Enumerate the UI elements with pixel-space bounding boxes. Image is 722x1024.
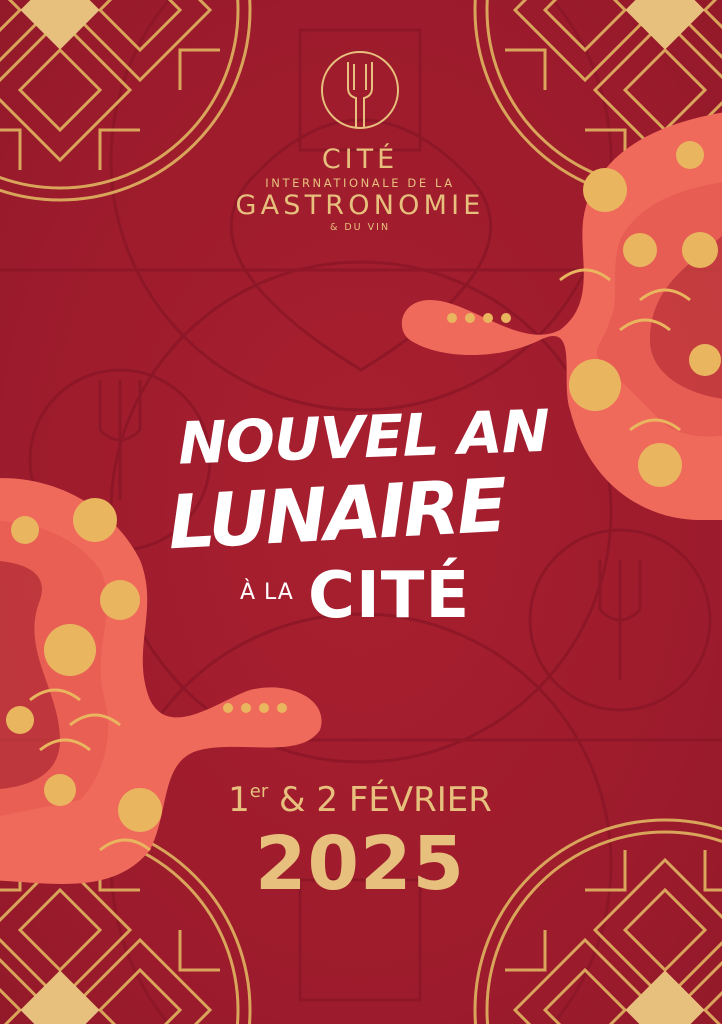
- organizer-line-4: & DU VIN: [329, 222, 391, 233]
- fork-knife-glass-icon: [320, 50, 400, 132]
- event-day-start: 1: [228, 780, 250, 820]
- headline-line-1: NOUVEL AN: [176, 396, 551, 478]
- event-date: [160, 770, 560, 906]
- headline-line-3-small: À LA: [240, 580, 294, 605]
- headline-line-2: LUNAIRE: [166, 462, 507, 567]
- event-days: [160, 770, 560, 822]
- organizer-line-1: CITÉ: [321, 144, 399, 175]
- organizer-line-2: INTERNATIONALE DE LA: [265, 176, 455, 190]
- organizer-logo: [200, 50, 520, 260]
- organizer-line-3: GASTRONOMIE: [235, 190, 485, 221]
- event-day-suffix: er: [249, 781, 269, 802]
- event-year: 2025: [255, 821, 465, 907]
- headline-line-3-big: CITÉ: [308, 559, 471, 633]
- event-day-rest: & 2 FÉVRIER: [268, 780, 492, 820]
